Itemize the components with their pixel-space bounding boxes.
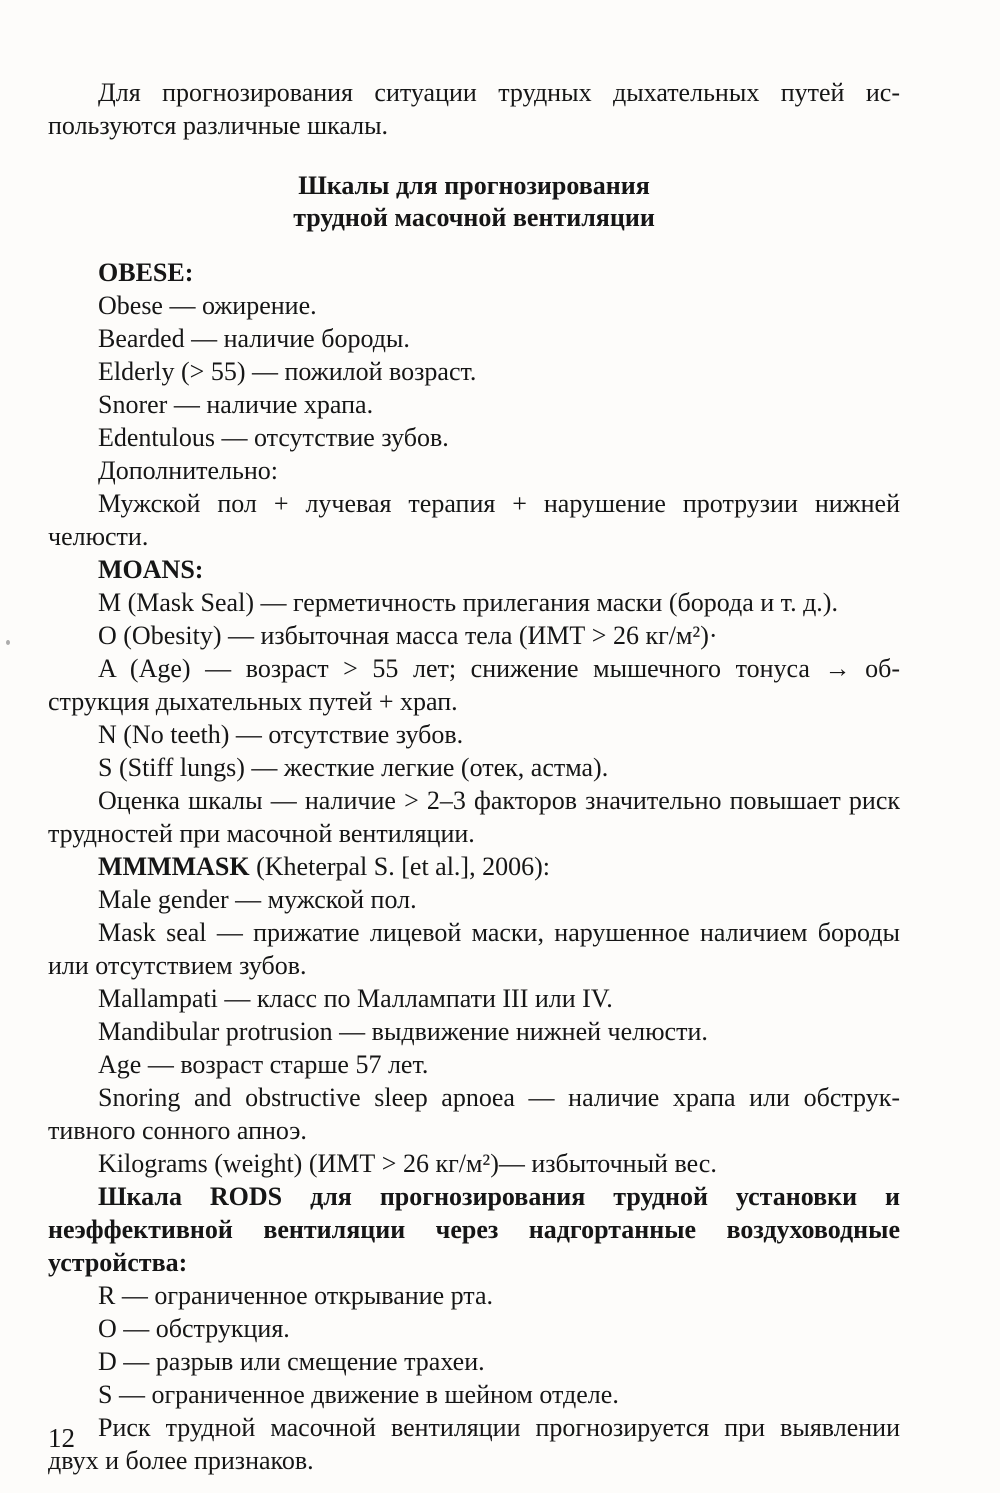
scan-artifact-dot <box>6 640 10 645</box>
section-heading <box>48 170 900 234</box>
mmmmask-item: Mallampati — класс по Маллампати III или IV. <box>98 984 613 1013</box>
obese-item: Edentulous — отсутствие зубов. <box>98 423 449 452</box>
moans-item: O (Obesity) — избыточная масса тела (ИМТ > 26 кг/м²)· <box>98 621 718 650</box>
obese-item: Snorer — наличие храпа. <box>98 390 374 419</box>
obese-scale-title: OBESE: <box>98 258 194 287</box>
rods-scale-title: Шкала RODS для прогнозирования трудной установки и неэффективной вентиляции через надгортанные воздуховодные устройства: <box>48 1182 900 1277</box>
moans-scale-title: MOANS: <box>98 555 204 584</box>
obese-item: Obese — ожирение. <box>98 291 317 320</box>
mmmmask-item: Kilograms (weight) (ИМТ > 26 кг/м²)— избыточный вес. <box>98 1149 717 1178</box>
moans-note: Оценка шкалы — наличие > 2–3 факторов значительно повышает риск трудностей при масочной вентиляции. <box>48 786 900 848</box>
mmmmask-scale-title <box>48 850 900 883</box>
moans-item: N (No teeth) — отсутствие зубов. <box>98 720 464 749</box>
obese-item: Дополнительно: <box>98 456 278 485</box>
intro-paragraph: Для прогнозирования ситуации трудных дыхательных путей используются различные шкалы. <box>48 78 900 140</box>
obese-item: Elderly (> 55) — пожилой возраст. <box>98 357 477 386</box>
obese-item: Bearded — наличие бороды. <box>98 324 410 353</box>
rods-item: D — разрыв или смещение трахеи. <box>98 1347 485 1376</box>
mmmmask-title-bold: MMMMASK <box>98 852 250 881</box>
mmmmask-item: Mask seal — прижатие лицевой маски, нарушенное наличием бороды или отсутствием зубов. <box>48 918 900 980</box>
rods-note: Риск трудной масочной вентиляции прогнозируется при выявлении двух и более признаков. <box>48 1413 900 1475</box>
mmmmask-item: Snoring and obstructive sleep apnoea — наличие храпа или обструктивного сонного апноэ. <box>48 1083 900 1145</box>
heading-line-1: Шкалы для прогнозирования <box>298 171 650 200</box>
mmmmask-title-citation: (Kheterpal S. [et al.], 2006): <box>249 852 550 881</box>
mmmmask-item: Male gender — мужской пол. <box>98 885 417 914</box>
rods-item: S — ограниченное движение в шейном отделе. <box>98 1380 619 1409</box>
mmmmask-item: Mandibular protrusion — выдвижение нижней челюсти. <box>98 1017 708 1046</box>
obese-item: Мужской пол + лучевая терапия + нарушение протрузии нижней челюсти. <box>48 489 900 551</box>
mmmmask-item: Age — возраст старше 57 лет. <box>98 1050 429 1079</box>
rods-item: O — обструкция. <box>98 1314 290 1343</box>
moans-item: S (Stiff lungs) — жесткие легкие (отек, астма). <box>98 753 609 782</box>
moans-item: M (Mask Seal) — герметичность прилегания маски (борода и т. д.). <box>98 588 838 617</box>
heading-line-2: трудной масочной вентиляции <box>293 203 655 232</box>
moans-item: A (Age) — возраст > 55 лет; снижение мышечного тонуса → обструкция дыхательных путей + храп. <box>48 654 900 716</box>
page-number: 12 <box>48 1423 75 1453</box>
rods-item: R — ограниченное открывание рта. <box>98 1281 494 1310</box>
